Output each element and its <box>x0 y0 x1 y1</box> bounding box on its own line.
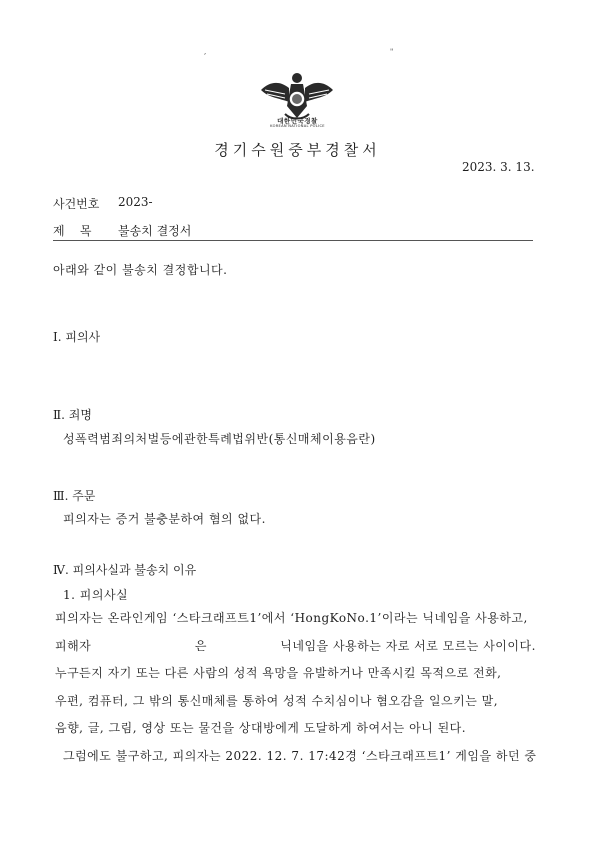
section-order-heading: Ⅲ. 주문 <box>53 489 96 503</box>
order-content: 피의자는 증거 불충분하여 혐의 없다. <box>63 512 266 526</box>
subject-label: 제 목 <box>53 224 92 238</box>
emblem-name-ko: 대한민국경찰 <box>277 117 318 125</box>
facts-line: 누구든지 자기 또는 다른 사람의 성적 욕망을 유발하거나 만족시킬 목적으로 전화, <box>55 666 502 680</box>
station-title: 경기수원중부경찰서 <box>214 141 381 159</box>
section-facts-heading: Ⅳ. 피의사실과 불송치 이유 <box>53 563 197 577</box>
facts-line: 우편, 컴퓨터, 그 밖의 통신매체를 통하여 성적 수치심이나 혐오감을 일으키는 말, <box>55 693 499 708</box>
subject-value: 불송치 결정서 <box>118 224 192 238</box>
facts-line: 그럼에도 불구하고, 피의자는 2022. 12. 7. 17:42경 ‘스타크래프트1’ 게임을 하던 중 <box>63 748 537 763</box>
charge-content: 성폭력범죄의처벌등에관한특례법위반(통신매체이용음란) <box>63 432 376 446</box>
section-charge-heading: Ⅱ. 죄명 <box>53 408 92 422</box>
scan-mark: , <box>204 48 207 56</box>
emblem-name-en: KOREAN NATIONAL POLICE <box>270 124 325 128</box>
intro-text: 아래와 같이 불송치 결정합니다. <box>53 263 228 277</box>
case-number-value: 2023- <box>118 195 153 209</box>
scan-mark: " <box>390 48 394 56</box>
facts-line: 피해자 은 닉네임을 사용하는 자로 서로 모르는 사이이다. <box>55 638 536 653</box>
facts-line: 피의자는 온라인게임 ‘스타크래프트1’에서 ‘HongKoNo.1’이라는 닉네임을 사용하고, <box>55 611 528 625</box>
header-divider <box>53 240 533 241</box>
facts-line: 음향, 글, 그림, 영상 또는 물건을 상대방에게 도달하게 하여서는 아니 된다. <box>55 721 467 735</box>
section-suspect-heading: Ⅰ. 피의사 <box>53 330 101 344</box>
case-number-label: 사건번호 <box>53 197 100 211</box>
facts-subheading: 1. 피의사실 <box>63 588 129 602</box>
document-date: 2023. 3. 13. <box>462 160 535 174</box>
